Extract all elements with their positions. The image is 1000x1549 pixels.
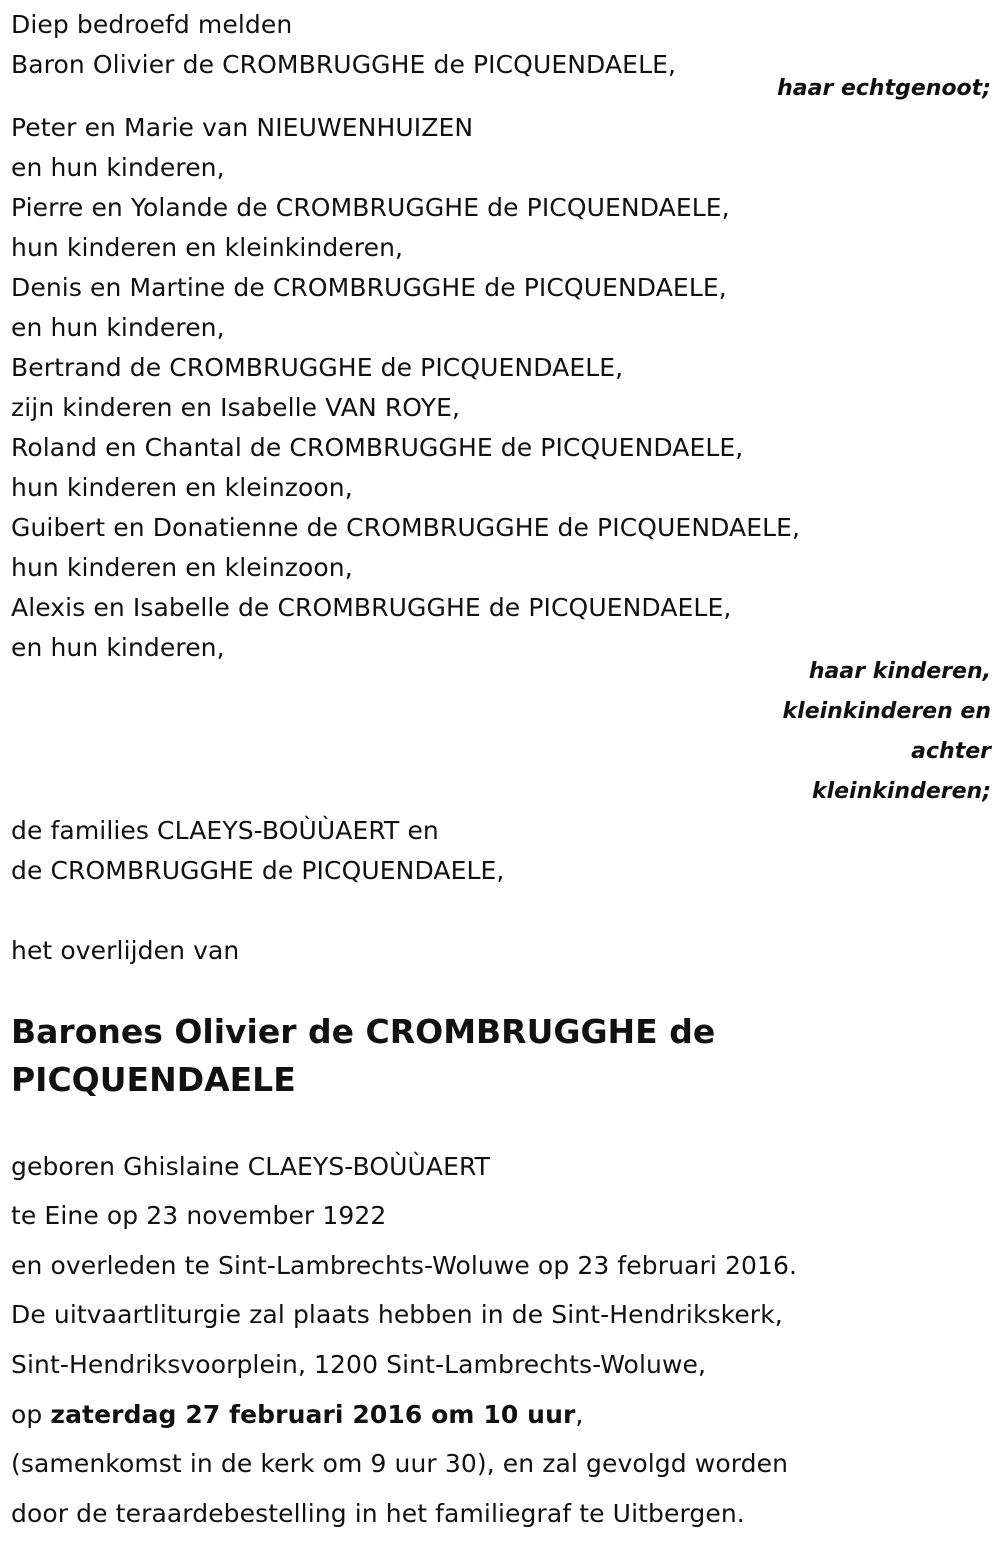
role-spouse: haar echtgenoot; [777,76,991,101]
deceased-name-line: PICQUENDAELE [11,1060,296,1099]
service-date-suffix: , [575,1400,584,1429]
service-date-bold: zaterdag 27 februari 2016 om 10 uur [50,1400,576,1429]
family-line: Alexis en Isabelle de CROMBRUGGHE de PICQUENDAELE, [11,593,732,622]
role-children-line: kleinkinderen; [811,779,991,804]
family-line: Bertrand de CROMBRUGGHE de PICQUENDAELE, [11,353,624,382]
burial-details: door de teraardebestelling in het familiegraf te Uitbergen. [11,1499,745,1528]
born-name: geboren Ghislaine CLAEYS-BOÙÙAERT [11,1152,491,1181]
role-children-line: achter [911,739,991,764]
service-date [11,1400,583,1430]
family-line: hun kinderen en kleinzoon, [11,553,353,582]
family-line: hun kinderen en kleinkinderen, [11,233,404,262]
family-line: en hun kinderen, [11,153,225,182]
service-date-prefix: op [11,1400,51,1429]
family-line: en hun kinderen, [11,313,225,342]
spouse-name: Baron Olivier de CROMBRUGGHE de PICQUENDAELE, [11,50,677,79]
family-line: en hun kinderen, [11,633,225,662]
family-line: Peter en Marie van NIEUWENHUIZEN [11,113,474,142]
liturgy-details: De uitvaartliturgie zal plaats hebben in de Sint-Hendrikskerk, [11,1300,783,1329]
announcement: het overlijden van [11,936,240,965]
families-line: de families CLAEYS-BOÙÙAERT en [11,816,439,845]
gathering-details: (samenkomst in de kerk om 9 uur 30), en zal gevolgd worden [11,1449,789,1478]
family-line: Guibert en Donatienne de CROMBRUGGHE de PICQUENDAELE, [11,513,801,542]
families-line: de CROMBRUGGHE de PICQUENDAELE, [11,856,505,885]
family-line: Denis en Martine de CROMBRUGGHE de PICQUENDAELE, [11,273,727,302]
family-line: Roland en Chantal de CROMBRUGGHE de PICQUENDAELE, [11,433,744,462]
church-address: Sint-Hendriksvoorplein, 1200 Sint-Lambrechts-Woluwe, [11,1350,707,1379]
birth-details: te Eine op 23 november 1922 [11,1201,387,1230]
role-children-line: kleinkinderen en [782,699,991,724]
death-details: en overleden te Sint-Lambrechts-Woluwe op 23 februari 2016. [11,1251,798,1280]
family-line: zijn kinderen en Isabelle VAN ROYE, [11,393,461,422]
deceased-name-line: Barones Olivier de CROMBRUGGHE de [11,1012,716,1051]
role-children-line: haar kinderen, [808,659,991,684]
family-line: Pierre en Yolande de CROMBRUGGHE de PICQUENDAELE, [11,193,730,222]
intro-line: Diep bedroefd melden [11,10,293,39]
family-line: hun kinderen en kleinzoon, [11,473,353,502]
